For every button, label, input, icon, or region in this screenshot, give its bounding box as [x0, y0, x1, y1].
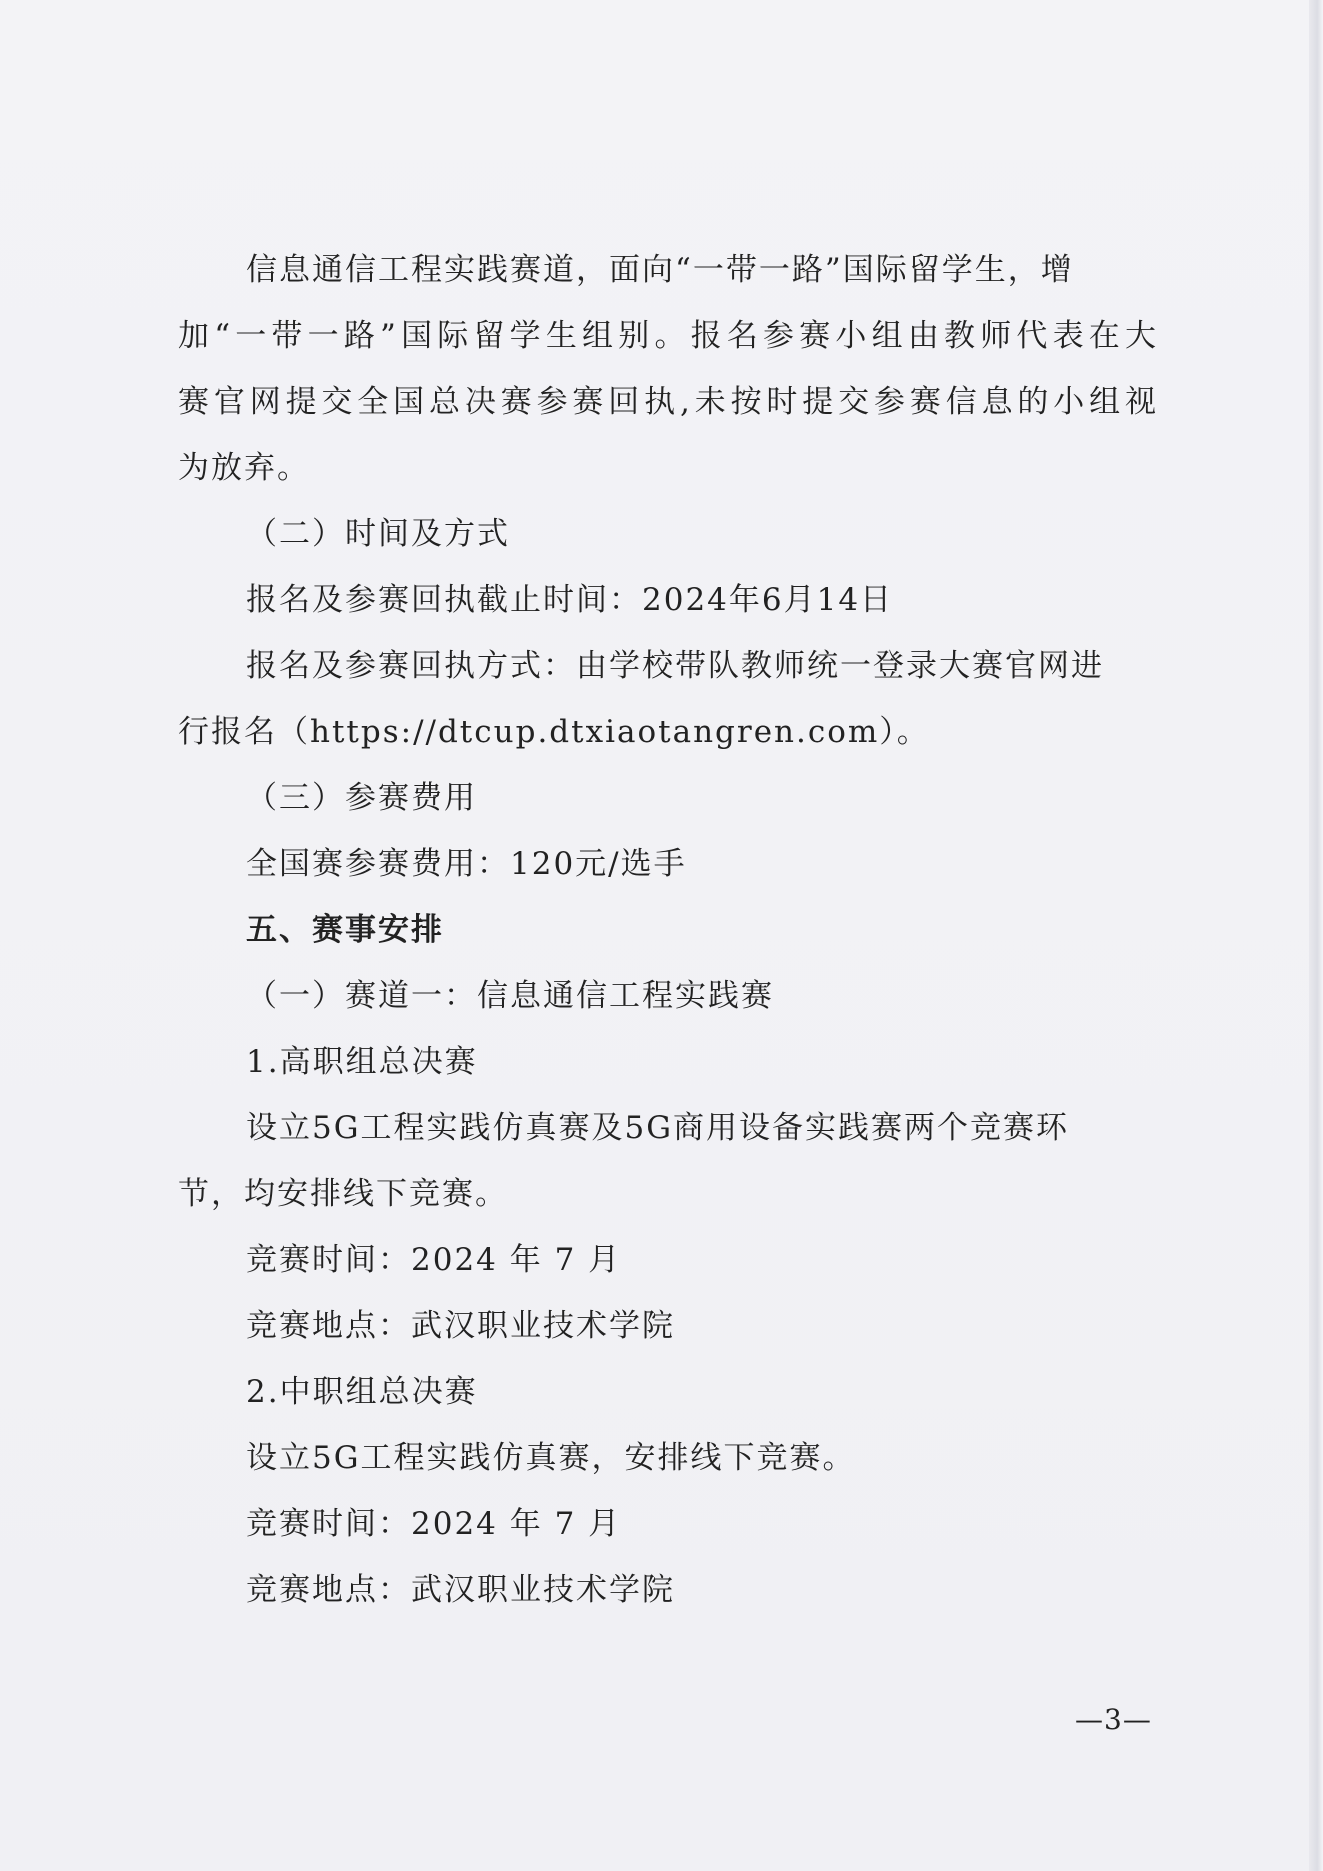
secondary-vocational-final-heading: 2.中职组总决赛	[246, 1374, 478, 1410]
higher-vocational-desc-line-1: 设立5G工程实践仿真赛及5G商用设备实践赛两个竞赛环	[246, 1110, 1069, 1146]
higher-vocational-time: 竞赛时间：2024 年 7 月	[246, 1242, 622, 1278]
paragraph-line-4: 为放弃。	[178, 450, 310, 486]
secondary-vocational-venue: 竞赛地点：武汉职业技术学院	[246, 1572, 675, 1608]
registration-method-line-2: 行报名（https://dtcup.dtxiaotangren.com）。	[178, 714, 930, 750]
secondary-vocational-time: 竞赛时间：2024 年 7 月	[246, 1506, 622, 1542]
paragraph-line-2: 加“一带一路”国际留学生组别。报名参赛小组由教师代表在大	[178, 318, 1158, 354]
subsection-heading-time-method: （二）时间及方式	[246, 516, 510, 552]
registration-deadline: 报名及参赛回执截止时间：2024年6月14日	[246, 582, 894, 618]
subsection-heading-track-one: （一）赛道一：信息通信工程实践赛	[246, 978, 774, 1014]
paragraph-line-3: 赛官网提交全国总决赛参赛回执,未按时提交参赛信息的小组视	[178, 384, 1158, 420]
page-edge-scan-shadow	[1309, 0, 1323, 1871]
paragraph-line-1: 信息通信工程实践赛道，面向“一带一路”国际留学生，增	[246, 252, 1074, 288]
section-heading-schedule: 五、赛事安排	[246, 912, 444, 948]
fee-amount: 全国赛参赛费用：120元/选手	[246, 846, 687, 882]
higher-vocational-desc-line-2: 节，均安排线下竞赛。	[178, 1176, 508, 1212]
secondary-vocational-desc: 设立5G工程实践仿真赛，安排线下竞赛。	[246, 1440, 856, 1476]
higher-vocational-venue: 竞赛地点：武汉职业技术学院	[246, 1308, 675, 1344]
higher-vocational-final-heading: 1.高职组总决赛	[246, 1044, 478, 1080]
page-number: —3—	[1075, 1703, 1152, 1736]
subsection-heading-fee: （三）参赛费用	[246, 780, 477, 816]
registration-method-line-1: 报名及参赛回执方式：由学校带队教师统一登录大赛官网进	[246, 648, 1104, 684]
